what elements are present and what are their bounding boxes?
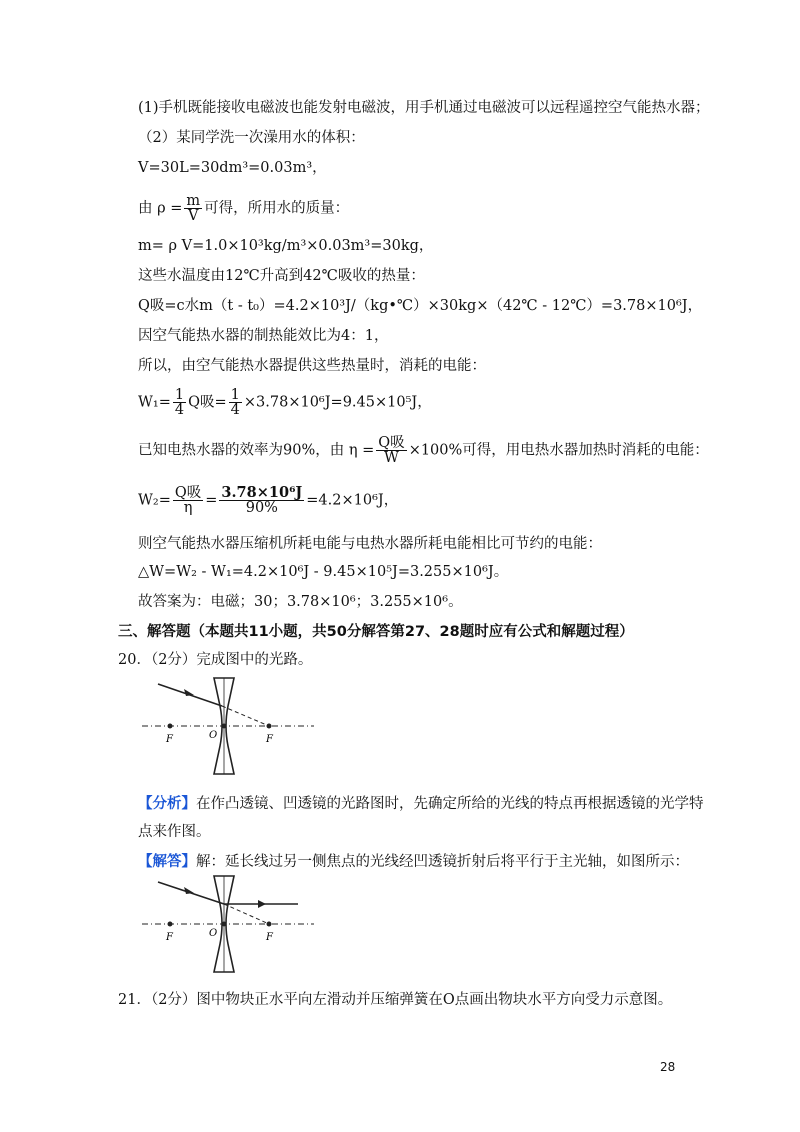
formula-saving: △W=W₂ - W₁=4.2×10⁶J - 9.45×10⁵J=3.255×10⁶J。 <box>138 564 509 580</box>
text-line: V=30L=30dm³=0.03m³， <box>138 160 327 176</box>
optical-center-dot <box>222 922 227 927</box>
ray-extension <box>224 904 269 924</box>
label-f-right: F <box>266 734 273 745</box>
answer-paragraph: 【解答】解：延长线过另一侧焦点的光线经凹透镜折射后将平行于主光轴，如图所示： <box>138 853 689 870</box>
formula-efficiency: 已知电热水器的效率为90%，由 η = $\frac{\text{Q吸}}{W}$ ×100%可得，用电热水器加热时消耗的电能： <box>138 435 709 466</box>
answer-summary: 故答案为：电磁；30；3.78×10⁶；3.255×10⁶。 <box>138 594 463 610</box>
focus-right-dot <box>267 724 272 729</box>
text-line: 则空气能热水器压缩机所耗电能与电热水器所耗电能相比可节约的电能： <box>138 536 602 552</box>
analysis-paragraph: 【分析】在作凸透镜、凹透镜的光路图时，先确定所给的光线的特点再根据透镜的光学特 <box>138 795 704 812</box>
question-21: 21．（2分）图中物块正水平向左滑动并压缩弹簧在O点画出物块水平方向受力示意图。 <box>118 992 673 1008</box>
label-o: O <box>209 730 218 741</box>
lens-diagram-question <box>138 674 338 784</box>
text-line: 所以，由空气能热水器提供这些热量时，消耗的电能： <box>138 358 486 374</box>
label-f-right: F <box>266 932 273 943</box>
page-number: 28 <box>660 1060 676 1074</box>
formula-w1: W₁= $\frac{1}{4}$ Q吸= $\frac{1}{4}$ ×3.78×10⁶J=9.45×10⁵J， <box>138 387 432 418</box>
formula-density: 由 ρ = $\frac{m}{V}$ 可得，所用水的质量： <box>138 193 350 224</box>
optical-center-dot <box>222 724 227 729</box>
ray-extension <box>222 706 269 726</box>
ray-arrow <box>184 689 194 696</box>
answer-tag: 【解答】 <box>138 853 196 870</box>
formula-heat: Q吸=c水m（t - t₀）=4.2×10³J/（kg•℃）×30kg×（42℃ - 12℃）=3.78×10⁶J， <box>138 298 703 314</box>
ray-arrow <box>184 887 194 894</box>
label-f-left: F <box>166 932 173 943</box>
focus-left-dot <box>168 724 173 729</box>
text-line: 因空气能热水器的制热能效比为4：1， <box>138 328 389 344</box>
question-20: 20．（2分）完成图中的光路。 <box>118 652 313 668</box>
focus-left-dot <box>168 922 173 927</box>
label-o: O <box>209 928 218 939</box>
focus-right-dot <box>267 922 272 927</box>
text-line: 这些水温度由12℃升高到42℃吸收的热量： <box>138 268 425 284</box>
formula-w2: W₂= $\frac{\text{Q吸}}{\eta}$ = $\frac{\text{3.78×10⁶J}}{90\%}$ =4.2×10⁶J， <box>138 484 399 516</box>
text-line: m= ρ V=1.0×10³kg/m³×0.03m³=30kg， <box>138 238 434 254</box>
text-line: 点来作图。 <box>138 824 211 840</box>
analysis-tag: 【分析】 <box>138 795 196 812</box>
refracted-arrow <box>258 900 266 908</box>
label-f-left: F <box>166 734 173 745</box>
text-line: （2）某同学洗一次澡用水的体积： <box>138 130 365 146</box>
text-line: (1)手机既能接收电磁波也能发射电磁波，用手机通过电磁波可以远程遥控空气能热水器； <box>138 100 710 116</box>
section-heading: 三、解答题（本题共11小题，共50分解答第27、28题时应有公式和解题过程） <box>118 624 634 640</box>
lens-diagram-answer <box>138 872 338 982</box>
